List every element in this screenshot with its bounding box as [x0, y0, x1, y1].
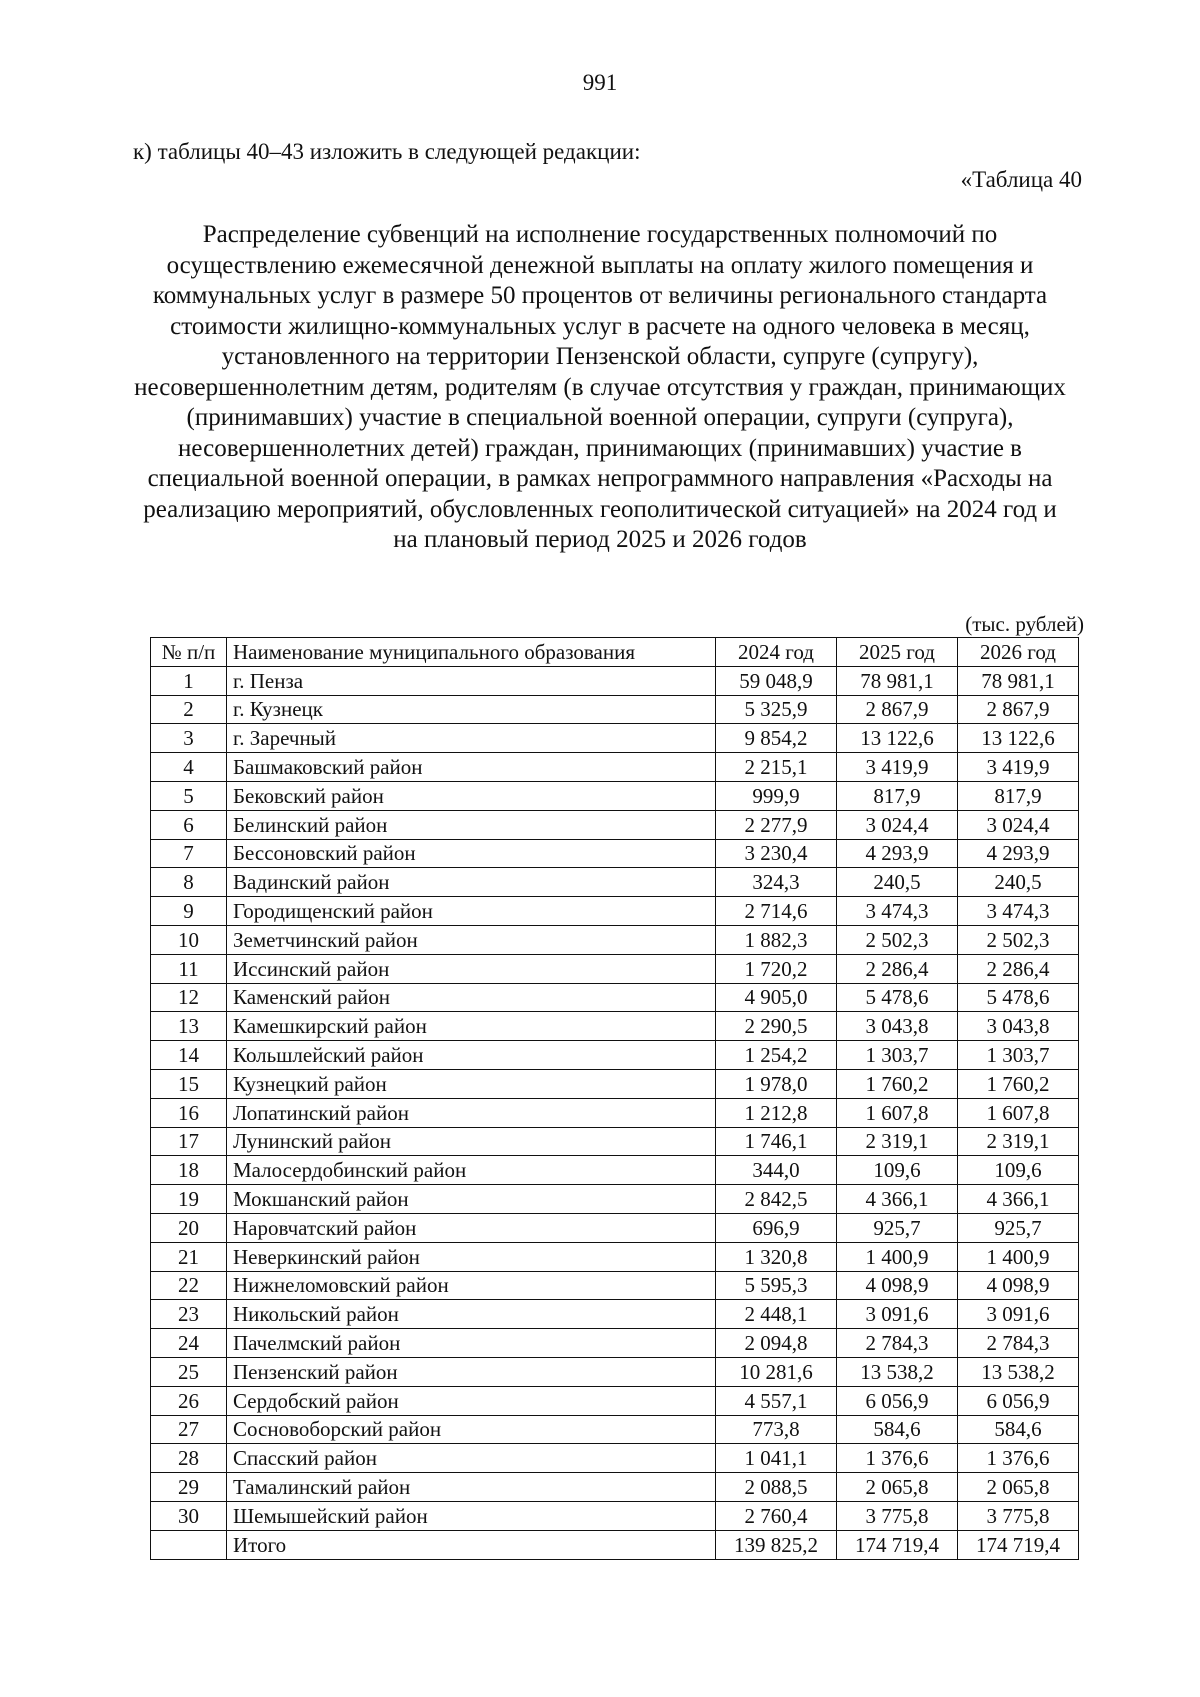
value-2026: 1 607,8	[958, 1098, 1079, 1127]
value-2024: 324,3	[716, 868, 837, 897]
value-2026: 1 376,6	[958, 1444, 1079, 1473]
value-2025: 2 065,8	[837, 1473, 958, 1502]
value-2025: 109,6	[837, 1156, 958, 1185]
municipality-name: г. Пенза	[227, 666, 716, 695]
value-2024: 2 088,5	[716, 1473, 837, 1502]
row-number: 27	[151, 1415, 227, 1444]
table-row	[151, 1415, 1079, 1444]
value-2024: 3 230,4	[716, 839, 837, 868]
value-2025: 4 098,9	[837, 1271, 958, 1300]
table-row	[151, 868, 1079, 897]
value-2025: 3 775,8	[837, 1501, 958, 1530]
table-row	[151, 695, 1079, 724]
value-2025: 2 319,1	[837, 1127, 958, 1156]
value-2025: 3 043,8	[837, 1012, 958, 1041]
header-municipality: Наименование муниципального образования	[227, 638, 716, 667]
municipality-name: Неверкинский район	[227, 1242, 716, 1271]
value-2024: 10 281,6	[716, 1357, 837, 1386]
value-2026: 4 366,1	[958, 1185, 1079, 1214]
table-row	[151, 1271, 1079, 1300]
row-number: 18	[151, 1156, 227, 1185]
value-2026: 3 474,3	[958, 897, 1079, 926]
table-reference: «Таблица 40	[960, 167, 1082, 192]
value-2026: 2 065,8	[958, 1473, 1079, 1502]
municipality-name: Вадинский район	[227, 868, 716, 897]
value-2026: 3 091,6	[958, 1300, 1079, 1329]
value-2024: 2 448,1	[716, 1300, 837, 1329]
value-2024: 1 882,3	[716, 925, 837, 954]
row-number: 13	[151, 1012, 227, 1041]
row-number: 3	[151, 724, 227, 753]
table-row	[151, 983, 1079, 1012]
value-2025: 174 719,4	[837, 1530, 958, 1559]
table-row	[151, 666, 1079, 695]
row-number: 16	[151, 1098, 227, 1127]
value-2026: 3 043,8	[958, 1012, 1079, 1041]
value-2026: 2 286,4	[958, 954, 1079, 983]
table-row	[151, 1041, 1079, 1070]
row-number: 20	[151, 1213, 227, 1242]
municipality-name: Земетчинский район	[227, 925, 716, 954]
value-2026: 13 538,2	[958, 1357, 1079, 1386]
value-2024: 696,9	[716, 1213, 837, 1242]
page-number: 991	[582, 70, 618, 95]
table-row	[151, 1069, 1079, 1098]
value-2024: 1 041,1	[716, 1444, 837, 1473]
value-2026: 13 122,6	[958, 724, 1079, 753]
value-2024: 2 842,5	[716, 1185, 837, 1214]
value-2026: 2 319,1	[958, 1127, 1079, 1156]
value-2025: 2 784,3	[837, 1329, 958, 1358]
value-2025: 78 981,1	[837, 666, 958, 695]
value-2025: 13 122,6	[837, 724, 958, 753]
value-2026: 78 981,1	[958, 666, 1079, 695]
value-2025: 3 474,3	[837, 897, 958, 926]
header-year-2024: 2024 год	[716, 638, 837, 667]
value-2026: 174 719,4	[958, 1530, 1079, 1559]
value-2025: 1 607,8	[837, 1098, 958, 1127]
value-2025: 1 760,2	[837, 1069, 958, 1098]
value-2026: 2 502,3	[958, 925, 1079, 954]
value-2026: 4 293,9	[958, 839, 1079, 868]
table-row	[151, 1156, 1079, 1185]
value-2025: 6 056,9	[837, 1386, 958, 1415]
value-2024: 59 048,9	[716, 666, 837, 695]
value-2026: 240,5	[958, 868, 1079, 897]
row-number: 11	[151, 954, 227, 983]
value-2025: 1 303,7	[837, 1041, 958, 1070]
value-2026: 109,6	[958, 1156, 1079, 1185]
value-2025: 5 478,6	[837, 983, 958, 1012]
value-2025: 4 293,9	[837, 839, 958, 868]
value-2024: 999,9	[716, 781, 837, 810]
value-2026: 4 098,9	[958, 1271, 1079, 1300]
value-2026: 5 478,6	[958, 983, 1079, 1012]
table-row	[151, 1242, 1079, 1271]
value-2026: 1 303,7	[958, 1041, 1079, 1070]
municipality-name: Бековский район	[227, 781, 716, 810]
row-number	[151, 1530, 227, 1559]
value-2026: 1 760,2	[958, 1069, 1079, 1098]
municipality-name: Иссинский район	[227, 954, 716, 983]
row-number: 30	[151, 1501, 227, 1530]
municipality-name: Спасский район	[227, 1444, 716, 1473]
municipality-name: Лунинский район	[227, 1127, 716, 1156]
value-2024: 2 760,4	[716, 1501, 837, 1530]
header-number: № п/п	[151, 638, 227, 667]
municipality-name: Мокшанский район	[227, 1185, 716, 1214]
value-2024: 344,0	[716, 1156, 837, 1185]
table-row	[151, 954, 1079, 983]
municipality-name: г. Заречный	[227, 724, 716, 753]
value-2026: 2 784,3	[958, 1329, 1079, 1358]
municipality-name: Белинский район	[227, 810, 716, 839]
municipality-name: Башмаковский район	[227, 753, 716, 782]
table-row	[151, 1329, 1079, 1358]
municipality-name: Шемышейский район	[227, 1501, 716, 1530]
row-number: 25	[151, 1357, 227, 1386]
table-row	[151, 1530, 1079, 1559]
row-number: 6	[151, 810, 227, 839]
value-2024: 9 854,2	[716, 724, 837, 753]
table-row	[151, 1300, 1079, 1329]
municipality-name: Камешкирский район	[227, 1012, 716, 1041]
value-2026: 3 775,8	[958, 1501, 1079, 1530]
value-2025: 3 419,9	[837, 753, 958, 782]
table-row	[151, 1213, 1079, 1242]
value-2024: 1 746,1	[716, 1127, 837, 1156]
row-number: 19	[151, 1185, 227, 1214]
municipality-name: г. Кузнецк	[227, 695, 716, 724]
municipality-name: Малосердобинский район	[227, 1156, 716, 1185]
table-row	[151, 1473, 1079, 1502]
row-number: 4	[151, 753, 227, 782]
subvention-table	[150, 637, 1079, 1560]
table-row	[151, 925, 1079, 954]
table-row	[151, 1357, 1079, 1386]
value-2024: 2 714,6	[716, 897, 837, 926]
value-2025: 240,5	[837, 868, 958, 897]
row-number: 15	[151, 1069, 227, 1098]
value-2024: 1 212,8	[716, 1098, 837, 1127]
row-number: 5	[151, 781, 227, 810]
municipality-name: Наровчатский район	[227, 1213, 716, 1242]
row-number: 9	[151, 897, 227, 926]
municipality-name: Кузнецкий район	[227, 1069, 716, 1098]
header-year-2026: 2026 год	[958, 638, 1079, 667]
value-2026: 817,9	[958, 781, 1079, 810]
row-number: 14	[151, 1041, 227, 1070]
table-row	[151, 810, 1079, 839]
row-number: 29	[151, 1473, 227, 1502]
table-row	[151, 1012, 1079, 1041]
value-2026: 1 400,9	[958, 1242, 1079, 1271]
table-row	[151, 1386, 1079, 1415]
row-number: 1	[151, 666, 227, 695]
table-header-row	[151, 638, 1079, 667]
value-2026: 925,7	[958, 1213, 1079, 1242]
row-number: 22	[151, 1271, 227, 1300]
value-2024: 2 277,9	[716, 810, 837, 839]
value-2024: 139 825,2	[716, 1530, 837, 1559]
document-title: Распределение субвенций на исполнение государственных полномочий по осуществлению ежемесячной денежной выплаты на оплату жилого помещения и коммунальных услуг в размере 50 процентов от величины регионального стандарта стоимости жилищно-коммунальных услуг в расчете на одного человека в месяц, установленного на территории Пензенской области, супруге (супругу), несовершеннолетним детям, родителям (в случае отсутствия у граждан, принимающих (принимавших) участие в специальной военной операции, супруги (супруга), несовершеннолетних детей) граждан, принимающих (принимавших) участие в специальной военной операции, в рамках непрограммного направления «Расходы на реализацию мероприятий, обусловленных геополитической ситуацией» на 2024 год и на плановый период 2025 и 2026 годов	[134, 221, 1066, 553]
row-number: 24	[151, 1329, 227, 1358]
table-row	[151, 839, 1079, 868]
table-row	[151, 897, 1079, 926]
table-body	[151, 666, 1079, 1559]
value-2025: 4 366,1	[837, 1185, 958, 1214]
value-2026: 2 867,9	[958, 695, 1079, 724]
row-number: 21	[151, 1242, 227, 1271]
value-2024: 773,8	[716, 1415, 837, 1444]
row-number: 10	[151, 925, 227, 954]
municipality-name: Сосновоборский район	[227, 1415, 716, 1444]
row-number: 12	[151, 983, 227, 1012]
value-2025: 3 024,4	[837, 810, 958, 839]
municipality-name: Бессоновский район	[227, 839, 716, 868]
value-2026: 3 024,4	[958, 810, 1079, 839]
value-2025: 925,7	[837, 1213, 958, 1242]
value-2024: 4 557,1	[716, 1386, 837, 1415]
value-2026: 6 056,9	[958, 1386, 1079, 1415]
value-2024: 2 094,8	[716, 1329, 837, 1358]
row-number: 23	[151, 1300, 227, 1329]
municipality-name: Городищенский район	[227, 897, 716, 926]
table-row	[151, 781, 1079, 810]
value-2024: 2 215,1	[716, 753, 837, 782]
row-number: 26	[151, 1386, 227, 1415]
table-row	[151, 1444, 1079, 1473]
value-2025: 1 400,9	[837, 1242, 958, 1271]
municipality-name: Каменский район	[227, 983, 716, 1012]
value-2024: 5 325,9	[716, 695, 837, 724]
value-2025: 2 867,9	[837, 695, 958, 724]
value-2025: 2 502,3	[837, 925, 958, 954]
value-2025: 2 286,4	[837, 954, 958, 983]
intro-text: к) таблицы 40–43 изложить в следующей редакции:	[133, 139, 641, 164]
row-number: 7	[151, 839, 227, 868]
value-2024: 1 720,2	[716, 954, 837, 983]
municipality-name: Тамалинский район	[227, 1473, 716, 1502]
table-row	[151, 1501, 1079, 1530]
municipality-name: Никольский район	[227, 1300, 716, 1329]
table-row	[151, 1185, 1079, 1214]
row-number: 17	[151, 1127, 227, 1156]
value-2024: 2 290,5	[716, 1012, 837, 1041]
value-2025: 817,9	[837, 781, 958, 810]
row-number: 2	[151, 695, 227, 724]
municipality-name: Лопатинский район	[227, 1098, 716, 1127]
municipality-name: Пензенский район	[227, 1357, 716, 1386]
table-row	[151, 753, 1079, 782]
municipality-name: Сердобский район	[227, 1386, 716, 1415]
value-2024: 1 254,2	[716, 1041, 837, 1070]
municipality-name: Итого	[227, 1530, 716, 1559]
municipality-name: Нижнеломовский район	[227, 1271, 716, 1300]
value-2026: 3 419,9	[958, 753, 1079, 782]
header-year-2025: 2025 год	[837, 638, 958, 667]
row-number: 28	[151, 1444, 227, 1473]
table-row	[151, 724, 1079, 753]
value-2024: 5 595,3	[716, 1271, 837, 1300]
table-row	[151, 1098, 1079, 1127]
value-2026: 584,6	[958, 1415, 1079, 1444]
value-2024: 1 320,8	[716, 1242, 837, 1271]
table-row	[151, 1127, 1079, 1156]
units-label: (тыс. рублей)	[965, 612, 1084, 636]
value-2024: 4 905,0	[716, 983, 837, 1012]
value-2025: 13 538,2	[837, 1357, 958, 1386]
municipality-name: Пачелмский район	[227, 1329, 716, 1358]
value-2025: 1 376,6	[837, 1444, 958, 1473]
municipality-name: Кольшлейский район	[227, 1041, 716, 1070]
value-2025: 3 091,6	[837, 1300, 958, 1329]
value-2025: 584,6	[837, 1415, 958, 1444]
row-number: 8	[151, 868, 227, 897]
value-2024: 1 978,0	[716, 1069, 837, 1098]
